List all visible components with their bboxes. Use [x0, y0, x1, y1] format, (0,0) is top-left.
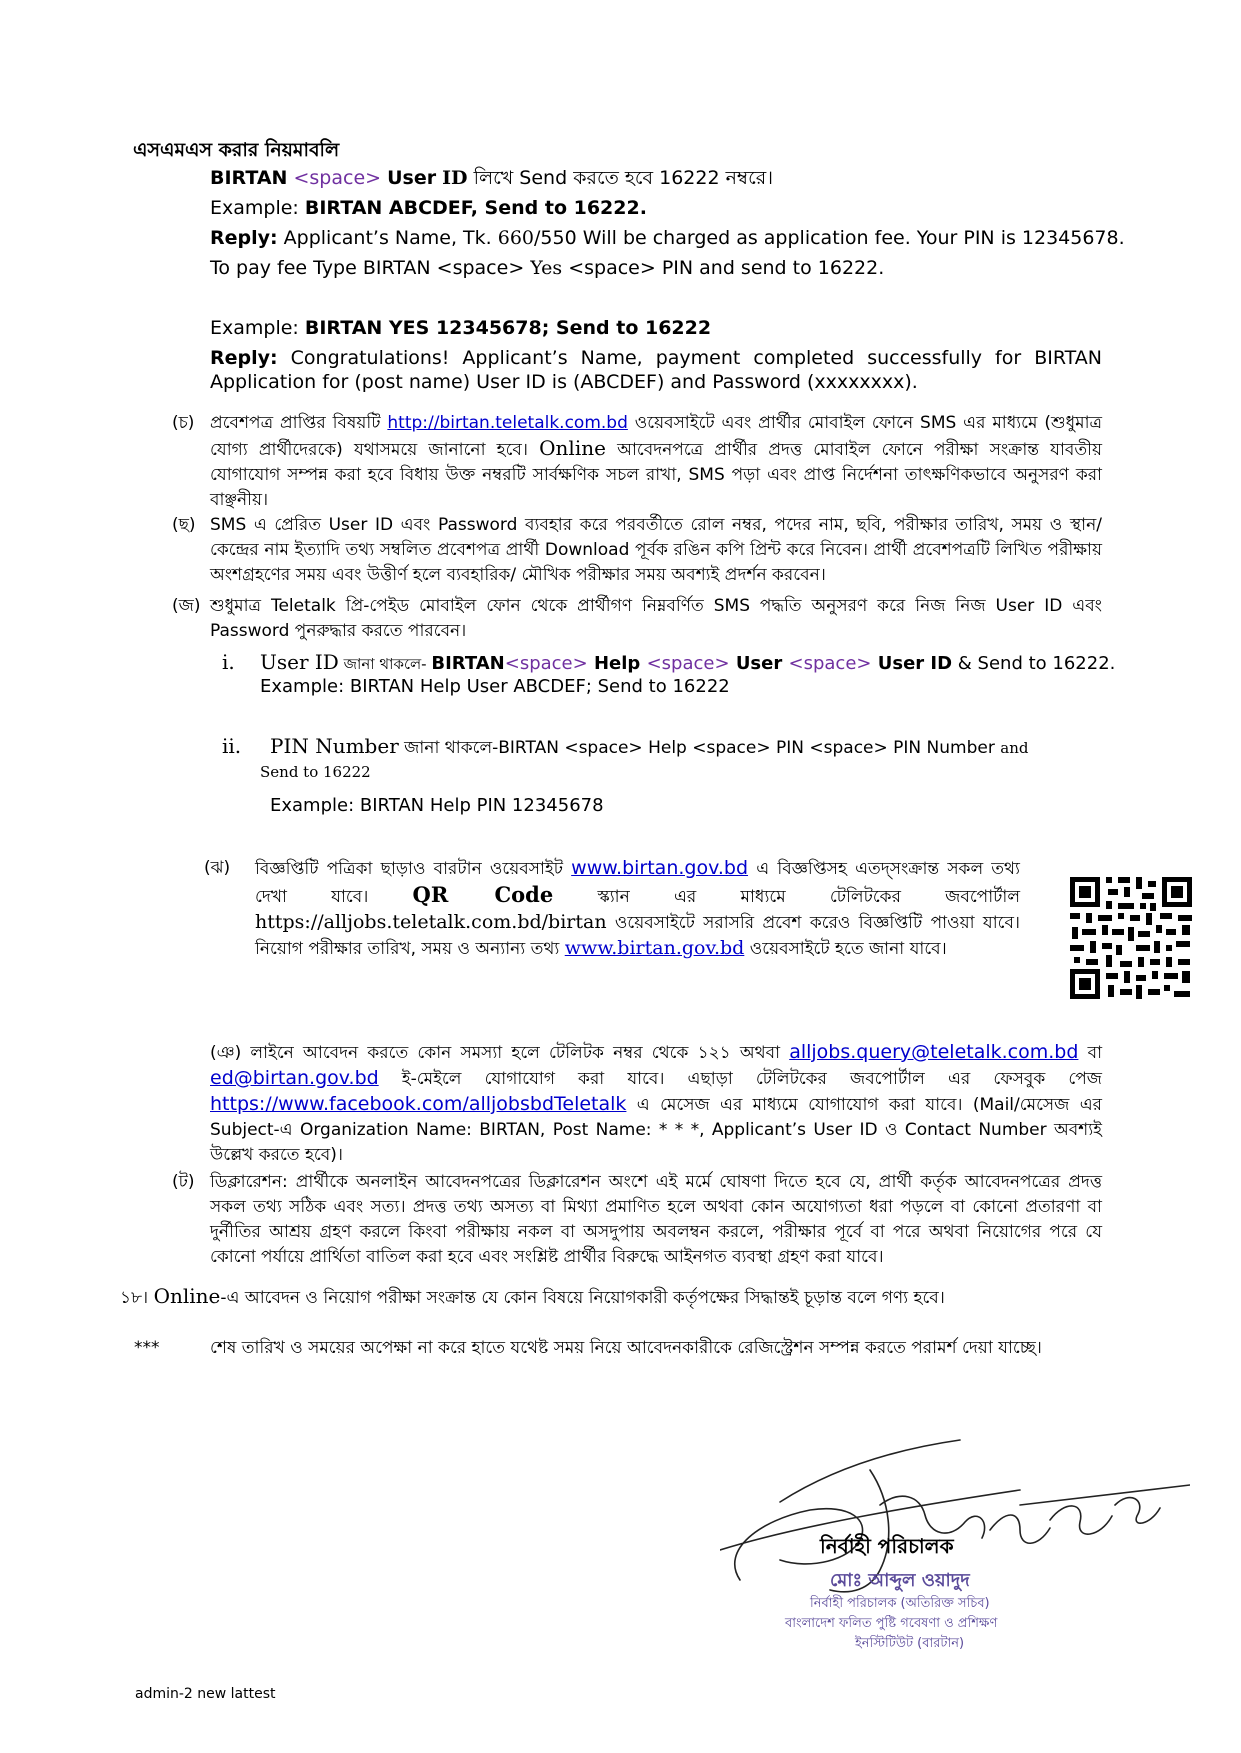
item-nya-text [210, 1040, 1102, 1168]
text: https://alljobs.teletalk.com.bd/birtan [255, 911, 607, 933]
text: ওয়েবসাইটে হতে জানা যাবে। [744, 939, 947, 959]
sub-item-i [222, 648, 235, 678]
note-text: শেষ তারিখ ও সময়ের অপেক্ষা না করে হাতে যথেষ্ট সময় নিয়ে আবেদনকারীকে রেজিস্ট্রেশন সম্পন্ন করতে পরামর্শ দেয়া যাচ্ছে। [210, 1338, 1042, 1358]
text: জানা থাকলে-BIRTAN <space> Help <space> PIN <space> PIN Number [398, 738, 1001, 758]
note-mark: *** [134, 1338, 160, 1358]
text: and [1000, 739, 1029, 757]
sub-item-ii [222, 732, 241, 762]
text: আবেদনপত্রে প্রার্থীর প্রদত্ত মোবাইল ফোনে পরীক্ষা সংক্রান্ত যাবতীয় যোগাযোগ সম্পন্ন করা হবে বিধায় উক্ত নম্বরটি সার্বক্ষণিক সচল রাখা, SMS পড়া এবং প্রাপ্ত নির্দেশনা তাৎক্ষণিকভাবে অনুসরণ করা বাঞ্ছনীয়। [210, 440, 1102, 510]
keyword: BIRTAN YES 12345678; Send to 16222 [304, 317, 712, 339]
reply-label: Reply: [210, 347, 278, 369]
alljobs-query-email-link[interactable]: alljobs.query@teletalk.com.bd [789, 1041, 1079, 1063]
space-token: <space> [293, 167, 382, 189]
keyword: Help [587, 653, 647, 674]
item-jha-text [255, 856, 1020, 962]
reply-label: Reply: [210, 227, 278, 249]
stamp-line: বাংলাদেশ ফলিত পুষ্টি গবেষণা ও প্রশিক্ষণ [785, 1616, 998, 1631]
text: Online [153, 1284, 221, 1308]
facebook-page-link[interactable]: https://www.facebook.com/alljobsbdTeletalk [210, 1093, 627, 1115]
text: Congratulations! Applicant’s Name, payment completed successfully for BIRTAN [277, 347, 1102, 369]
space-token: <space> [788, 653, 872, 674]
birtan-teletalk-link[interactable]: http://birtan.teletalk.com.bd [387, 413, 628, 433]
text: এ বিজ্ঞপ্তিসহ এতদ্সংক্রান্ত সকল তথ্য দেখা যাবে। [255, 859, 1020, 907]
sms-line-3 [210, 224, 1125, 252]
text: Applicant’s Name, Tk. [277, 227, 498, 249]
text: -এ আবেদন ও নিয়োগ পরীক্ষা সংক্রান্ত যে কোন বিষয়ে নিয়োগকারী কর্তৃপক্ষের সিদ্ধান্তই চূড়ান্ত বলে গণ্য হবে। [220, 1288, 945, 1308]
text: PIN Number [270, 734, 399, 758]
designation: নির্বাহী পরিচালক [820, 1534, 954, 1558]
keyword: User [729, 653, 789, 674]
text: & Send to 16222. [952, 653, 1116, 674]
space-token: <space> [504, 653, 588, 674]
keyword: User [387, 167, 437, 189]
section-title: এসএমএস করার নিয়মাবলি [133, 139, 340, 161]
keyword: User ID [871, 653, 953, 674]
sub-item-ii-example: Example: BIRTAN Help PIN 12345678 [270, 795, 604, 816]
keyword: ID [442, 167, 468, 189]
sub-item-ii-line2: Send to 16222 [260, 763, 371, 781]
sms-line-4 [210, 254, 884, 282]
text: Online [539, 436, 606, 460]
text: বা [1078, 1043, 1103, 1063]
text: ওয়েবসাইটে এবং প্রার্থীর মোবাইল ফোনে SMS এর মাধ্যমে (শুধুমাত্র যোগ্য প্রার্থীদেরকে) যথাসময়ে জানানো হবে। [210, 413, 1102, 460]
space-token: <space> [646, 653, 730, 674]
text: User ID [260, 650, 339, 674]
keyword: BIRTAN [431, 653, 505, 674]
text: প্রবেশপত্র প্রাপ্তির বিষয়টি [210, 413, 388, 433]
qr-code-icon[interactable] [1066, 873, 1196, 1003]
sub-item-ii-text [270, 732, 1028, 762]
text: লিখে Send করতে হবে 16222 নম্বরে। [473, 167, 773, 189]
footer-text: admin-2 new lattest [135, 1686, 276, 1702]
item-marker: (ঝ) [204, 858, 231, 878]
item-marker: (জ) [172, 596, 201, 616]
text: ই-মেইলে যোগাযোগ করা যাবে। এছাড়া টেলিটকের জবপোর্টাল এর ফেসবুক পেজ [378, 1069, 1102, 1089]
text: বিজ্ঞপ্তিটি পত্রিকা ছাড়াও বারটান ওয়েবসাইট [255, 859, 572, 879]
stamp-name: মোঃ আব্দুল ওয়াদুদ [830, 1570, 970, 1591]
sub-item-number: ii. [222, 734, 242, 758]
text: /550 Will be charged as application fee. Your PIN is 12345678. [534, 227, 1125, 249]
item-number: ১৮। [120, 1288, 149, 1308]
text: <space> PIN and send to 16222. [562, 257, 885, 279]
sms-line-1 [210, 164, 773, 192]
sms-line-5 [210, 314, 711, 342]
text: এ মেসেজ এর মাধ্যমে যোগাযোগ করা যাবে। (Mail/মেসেজ এর Subject-এ Organization Name: BIRTAN, Post Name: * * *, Applicant’s User ID ও Contact Number অবশ্যই উল্লেখ করতে হবে)। [210, 1095, 1102, 1165]
stamp-line: ইনস্টিটিউট (বারটান) [855, 1636, 965, 1651]
item-marker: (ছ) [172, 515, 196, 535]
text: Example: [210, 197, 305, 219]
item-ta-text: ডিক্লারেশন: প্রার্থীকে অনলাইন আবেদনপত্রের ডিক্লারেশন অংশে এই মর্মে ঘোষণা দিতে হবে যে, প্রার্থী কর্তৃক আবেদনপত্রের প্রদত্ত সকল তথ্য সঠিক এবং সত্য। প্রদত্ত তথ্য অসত্য বা মিথ্যা প্রমাণিত হলে অথবা কোন অযোগ্যতা ধরা পড়লে বা কোনো প্রতারণা বা দুর্নীতির আশ্রয় গ্রহণ করলে কিংবা পরীক্ষায় নকল বা অসদুপায় অবলম্বন করলে, পরীক্ষার পূর্বে বা পরে অথবা নিয়োগের পরে যে কোনো পর্যায়ে প্রার্থিতা বাতিল করা হবে এবং সংশ্লিষ্ট প্রার্থীর বিরুদ্ধে আইনগত ব্যবস্থা গ্রহণ করা যাবে। [210, 1172, 1102, 1267]
keyword: BIRTAN [210, 167, 288, 189]
text: স্ক্যান এর মাধ্যমে টেলিটকের জবপোর্টাল [553, 887, 1021, 907]
sms-line-7: Application for (post name) User ID is (ABCDEF) and Password (xxxxxxxx). [210, 371, 918, 393]
text: ওয়েবসাইটে সরাসরি প্রবেশ করেও বিজ্ঞপ্তিটি পাওয়া যাবে। নিয়োগ পরীক্ষার তারিখ, সময় ও অন্যান্য তথ্য [255, 913, 1020, 959]
birtan-website-link[interactable]: www.birtan.gov.bd [571, 857, 749, 879]
stamp-line: নির্বাহী পরিচালক (অতিরিক্ত সচিব) [810, 1596, 990, 1611]
item-marker: (চ) [172, 413, 195, 433]
text: 660 [497, 227, 534, 249]
sms-line-2 [210, 194, 647, 222]
text: (ঞ) লাইনে আবেদন করতে কোন সমস্যা হলে টেলিটক নম্বর থেকে ১২১ অথবা [210, 1043, 790, 1063]
text: Yes [530, 257, 563, 279]
birtan-website-link[interactable]: www.birtan.gov.bd [564, 937, 745, 959]
text: To pay fee Type BIRTAN <space> [210, 257, 531, 279]
text: Example: [210, 317, 305, 339]
item-ja-text: শুধুমাত্র Teletalk প্রি-পেইড মোবাইল ফোন থেকে প্রার্থীগণ নিম্নবর্ণিত SMS পদ্ধতি অনুসরণ করে নিজ নিজ User ID এবং Password পুনরুদ্ধার করতে পারবেন। [210, 596, 1102, 641]
item-marker: (ট) [172, 1172, 195, 1192]
text: QR Code [412, 882, 554, 907]
item-chha-text: SMS এ প্রেরিত User ID এবং Password ব্যবহার করে পরবর্তীতে রোল নম্বর, পদের নাম, ছবি, পরীক্ষার তারিখ, সময় ও স্থান/ কেন্দ্রের নাম ইত্যাদি তথ্য সম্বলিত প্রবেশপত্র প্রার্থী Download পূর্বক রঙিন কপি প্রিন্ট করে নিবেন। প্রার্থী প্রবেশপত্রটি লিখিত পরীক্ষায় অংশগ্রহণের সময় এবং উত্তীর্ণ হলে ব্যবহারিক/ মৌখিক পরীক্ষার সময় অবশ্যই প্রদর্শন করবেন। [210, 515, 1102, 585]
text: জানা থাকলে- [338, 655, 432, 673]
item-cha-text [210, 411, 1102, 513]
item-18 [120, 1282, 945, 1312]
sub-item-i-example: Example: BIRTAN Help User ABCDEF; Send to 16222 [260, 676, 730, 697]
keyword: BIRTAN ABCDEF, Send to 16222. [304, 197, 647, 219]
sub-item-number: i. [222, 650, 235, 674]
ed-email-link[interactable]: ed@birtan.gov.bd [210, 1067, 379, 1089]
